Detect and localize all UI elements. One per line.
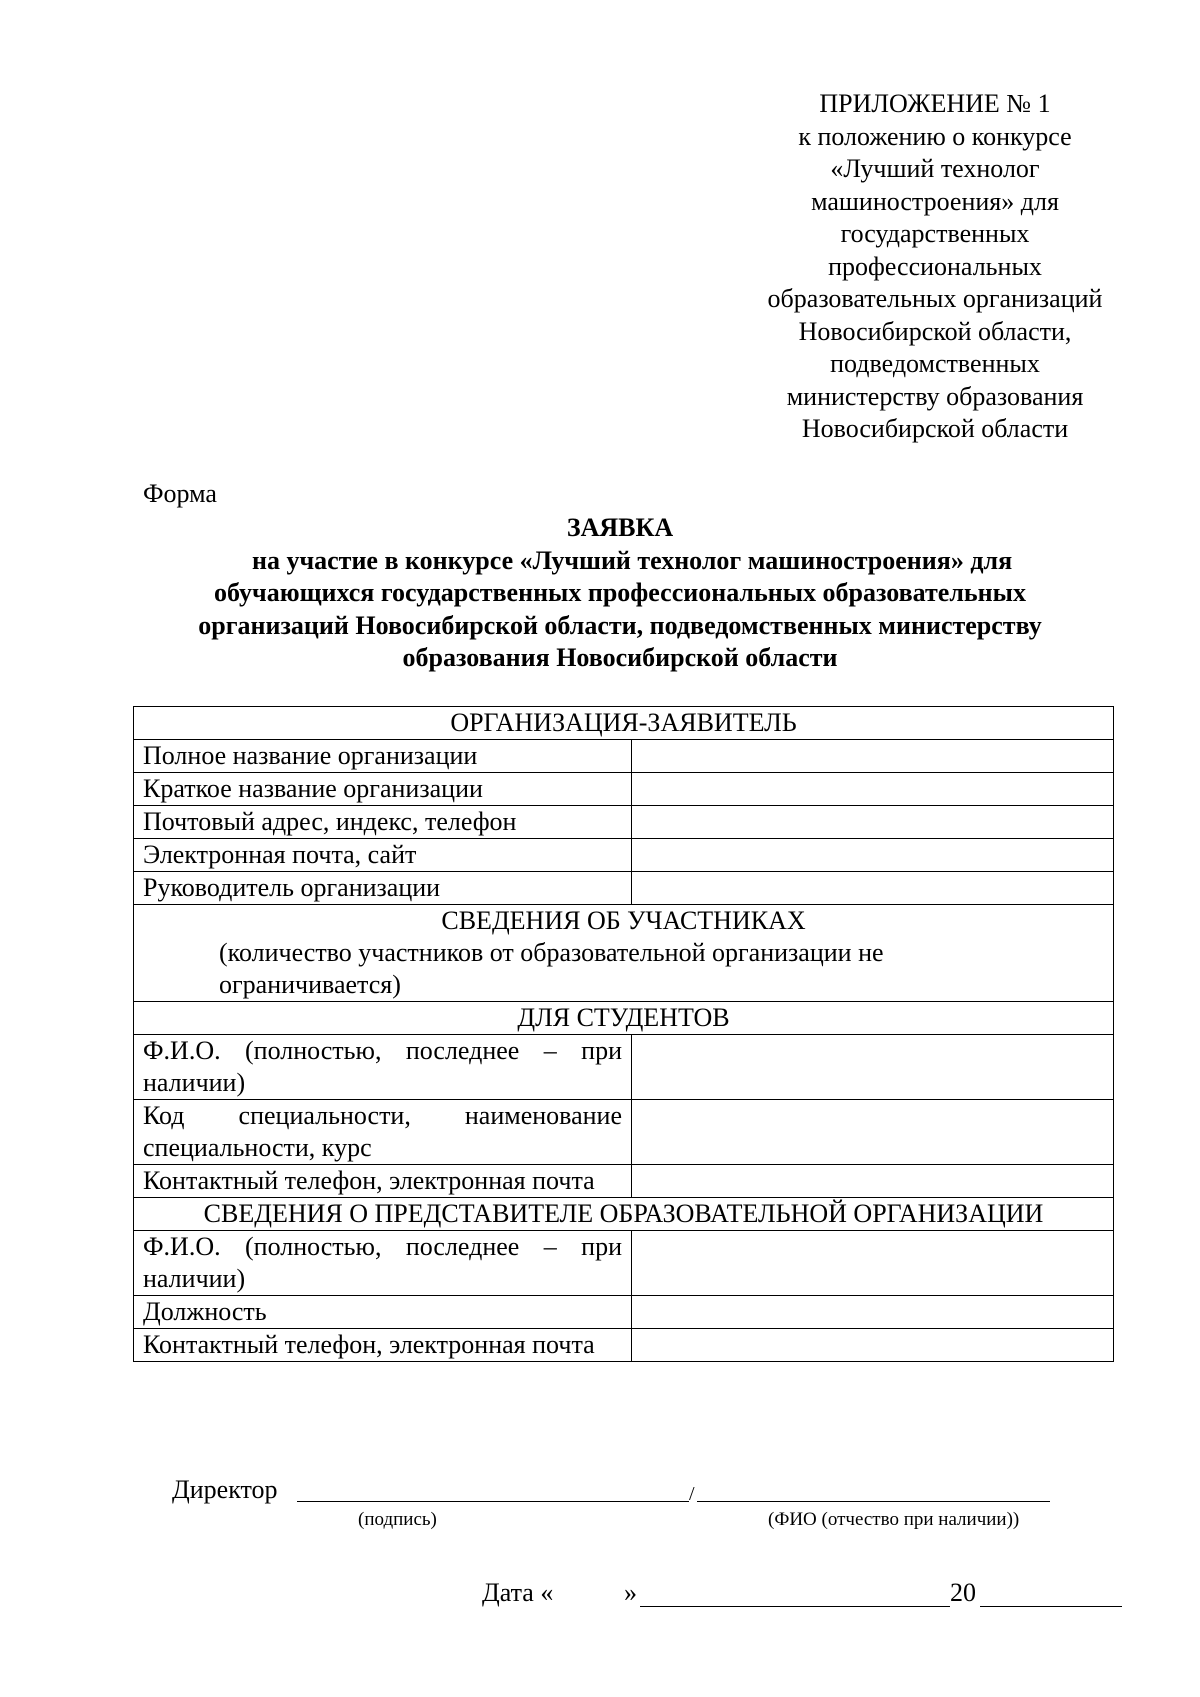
field-value-cell[interactable] <box>632 1231 1114 1296</box>
participants-note: (количество участников от образовательной организации не <box>219 938 884 967</box>
field-value-cell[interactable] <box>632 1329 1114 1362</box>
field-label: Руководитель организации <box>134 872 632 905</box>
section-header-participants <box>134 905 1114 1002</box>
appendix-line: к положению о конкурсе <box>798 121 1072 151</box>
appendix-line: машиностроения» для <box>811 186 1059 216</box>
field-label: Электронная почта, сайт <box>134 839 632 872</box>
field-value-cell[interactable] <box>632 1100 1114 1165</box>
table-section-header-row <box>134 707 1114 740</box>
field-label: Почтовый адрес, индекс, телефон <box>134 806 632 839</box>
appendix-line: профессиональных <box>828 251 1042 281</box>
field-label: Краткое название организации <box>134 773 632 806</box>
table-row <box>134 1329 1114 1362</box>
appendix-line: Новосибирской области <box>801 414 1069 443</box>
appendix-line: ПРИЛОЖЕНИЕ № 1 <box>819 89 1051 118</box>
table-row <box>134 1100 1114 1165</box>
table-section-header-row <box>134 1002 1114 1035</box>
field-value-cell[interactable] <box>632 1035 1114 1100</box>
field-label: Ф.И.О. (полностью, последнее – при наличии) <box>134 1035 632 1100</box>
signature-separator: / <box>689 1483 695 1505</box>
participants-note: ограничивается) <box>219 970 401 999</box>
appendix-line: «Лучший технолог <box>830 154 1040 183</box>
field-value-cell[interactable] <box>632 1296 1114 1329</box>
field-value-cell[interactable] <box>632 1165 1114 1198</box>
section-header-organization: ОРГАНИЗАЦИЯ-ЗАЯВИТЕЛЬ <box>134 707 1114 740</box>
application-table <box>133 706 1114 1362</box>
director-label: Директор <box>172 1475 278 1504</box>
table-section-header-row <box>134 905 1114 1002</box>
appendix-line: Новосибирской области, <box>798 316 1072 346</box>
signature-line[interactable] <box>297 1501 689 1502</box>
table-row <box>134 1231 1114 1296</box>
field-label: Контактный телефон, электронная почта <box>134 1165 632 1198</box>
participants-title: СВЕДЕНИЯ ОБ УЧАСТНИКАХ <box>441 906 806 935</box>
document-heading <box>140 512 1100 675</box>
table-row <box>134 872 1114 905</box>
field-value-cell[interactable] <box>632 740 1114 773</box>
field-label: Код специальности, наименование специальности, курс <box>134 1100 632 1165</box>
heading-line: на участие в конкурсе «Лучший технолог машиностроения» для <box>252 545 1013 575</box>
heading-line: образования Новосибирской области <box>402 643 838 672</box>
name-caption: (ФИО (отчество при наличии)) <box>768 1509 1020 1530</box>
table-row <box>134 773 1114 806</box>
heading-line: обучающихся государственных профессиональных образовательных <box>214 578 1026 607</box>
section-header-students: ДЛЯ СТУДЕНТОВ <box>134 1002 1114 1035</box>
field-label: Ф.И.О. (полностью, последнее – при наличии) <box>134 1231 632 1296</box>
date-label: Дата « <box>482 1578 554 1607</box>
field-value-cell[interactable] <box>632 806 1114 839</box>
date-month-line[interactable] <box>640 1606 950 1607</box>
field-label: Должность <box>134 1296 632 1329</box>
year-prefix: 20 <box>950 1578 976 1607</box>
field-value-cell[interactable] <box>632 839 1114 872</box>
form-label: Форма <box>143 479 217 508</box>
document-title: ЗАЯВКА <box>566 513 674 542</box>
table-row <box>134 1035 1114 1100</box>
signature-caption: (подпись) <box>358 1509 437 1530</box>
field-label: Полное название организации <box>134 740 632 773</box>
appendix-line: подведомственных <box>830 349 1040 378</box>
table-row <box>134 1296 1114 1329</box>
table-section-header-row <box>134 1198 1114 1231</box>
date-year-line[interactable] <box>980 1606 1122 1607</box>
appendix-block <box>735 88 1135 446</box>
field-value-cell[interactable] <box>632 773 1114 806</box>
date-close-quote: » <box>624 1578 637 1607</box>
table-row <box>134 806 1114 839</box>
heading-line: организаций Новосибирской области, подведомственных министерству <box>198 610 1042 640</box>
field-value-cell[interactable] <box>632 872 1114 905</box>
appendix-line: министерству образования <box>786 381 1084 411</box>
table-row <box>134 1165 1114 1198</box>
appendix-line: образовательных организаций <box>767 284 1103 313</box>
name-line[interactable] <box>697 1501 1050 1502</box>
table-row <box>134 839 1114 872</box>
appendix-line: государственных <box>840 219 1030 248</box>
table-row <box>134 740 1114 773</box>
section-header-representative: СВЕДЕНИЯ О ПРЕДСТАВИТЕЛЕ ОБРАЗОВАТЕЛЬНОЙ ОРГАНИЗАЦИИ <box>134 1198 1114 1231</box>
field-label: Контактный телефон, электронная почта <box>134 1329 632 1362</box>
